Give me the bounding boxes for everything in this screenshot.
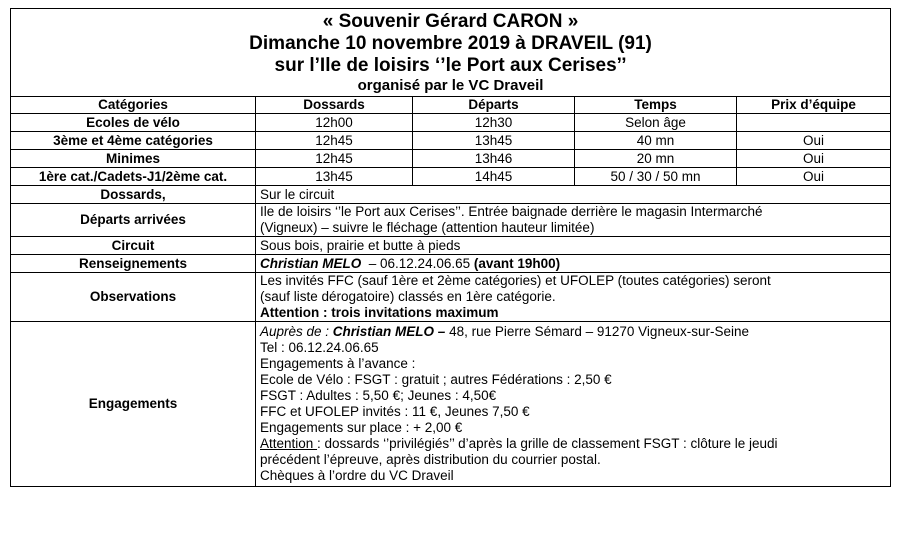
prix-cell: Oui bbox=[737, 168, 891, 186]
dossards-text: Sur le circuit bbox=[256, 186, 891, 204]
column-header-temps: Temps bbox=[575, 97, 737, 114]
engagements-attention-line bbox=[260, 436, 886, 452]
category-cell: Minimes bbox=[11, 150, 256, 168]
observations-label: Observations bbox=[11, 273, 256, 322]
column-header-prix: Prix d’équipe bbox=[737, 97, 891, 114]
attention-label: Attention bbox=[260, 436, 318, 451]
engagements-ecole: Ecole de Vélo : FSGT : gratuit ; autres Fédérations : 2,50 € bbox=[260, 372, 612, 387]
event-place: sur l’Ile de loisirs ‘’le Port aux Cerises’’ bbox=[274, 55, 627, 76]
circuit-label: Circuit bbox=[11, 237, 256, 255]
departs-label: Départs arrivées bbox=[11, 204, 256, 237]
dossards-cell: 12h00 bbox=[256, 114, 413, 132]
temps-cell: 20 mn bbox=[575, 150, 737, 168]
temps-cell: 50 / 30 / 50 mn bbox=[575, 168, 737, 186]
contact-note: (avant 19h00) bbox=[473, 255, 561, 271]
category-cell: 3ème et 4ème catégories bbox=[11, 132, 256, 150]
engagements-fsgt: FSGT : Adultes : 5,50 €; Jeunes : 4,50€ bbox=[260, 388, 497, 403]
header-cell bbox=[11, 9, 891, 97]
dossards-cell: 12h45 bbox=[256, 150, 413, 168]
attention-text: : dossards ‘’privilégiés’’ d’après la grille de classement FSGT : clôture le jeudi bbox=[317, 436, 778, 451]
dossards-cell: 12h45 bbox=[256, 132, 413, 150]
circuit-info-row bbox=[11, 237, 891, 255]
table-row bbox=[11, 168, 891, 186]
renseignements-info-row bbox=[11, 255, 891, 273]
observations-line-3: Attention : trois invitations maximum bbox=[260, 305, 499, 320]
event-title: « Souvenir Gérard CARON » bbox=[322, 11, 579, 32]
observations-line-2: (sauf liste dérogatoire) classés en 1ère catégorie. bbox=[260, 289, 556, 304]
observations-line-1: Les invités FFC (sauf 1ère et 2ème catégories) et UFOLEP (toutes catégories) seront bbox=[260, 273, 771, 288]
dossards-label: Dossards, bbox=[11, 186, 256, 204]
table-row bbox=[11, 150, 891, 168]
temps-cell: 40 mn bbox=[575, 132, 737, 150]
engagements-info-row bbox=[11, 322, 891, 487]
circuit-text: Sous bois, prairie et butte à pieds bbox=[256, 237, 891, 255]
header-row bbox=[11, 9, 891, 97]
engagements-aupres-line bbox=[260, 324, 886, 340]
departs-line-2: (Vigneux) – suivre le fléchage (attention hauteur limitée) bbox=[260, 220, 595, 235]
aupres-name: Christian MELO – bbox=[332, 324, 446, 339]
event-date: Dimanche 10 novembre 2019 à DRAVEIL (91) bbox=[249, 33, 652, 54]
engagements-attention-line-2: précédent l’épreuve, après distribution du courrier postal. bbox=[260, 452, 601, 467]
column-header-dossards: Dossards bbox=[256, 97, 413, 114]
prix-cell bbox=[737, 114, 891, 132]
engagements-text-cell bbox=[256, 322, 891, 487]
temps-cell: Selon âge bbox=[575, 114, 737, 132]
departs-cell: 12h30 bbox=[413, 114, 575, 132]
engagements-place: Engagements sur place : + 2,00 € bbox=[260, 420, 463, 435]
observations-text-cell bbox=[256, 273, 891, 322]
engagements-cheques: Chèques à l’ordre du VC Draveil bbox=[260, 468, 454, 483]
engagements-avance: Engagements à l’avance : bbox=[260, 356, 416, 371]
category-cell: 1ère cat./Cadets-J1/2ème cat. bbox=[11, 168, 256, 186]
table-row bbox=[11, 114, 891, 132]
event-organizer: organisé par le VC Draveil bbox=[357, 77, 544, 94]
departs-info-row bbox=[11, 204, 891, 237]
departs-line-1: Ile de loisirs ‘’le Port aux Cerises’’. Entrée baignade derrière le magasin Intermarché bbox=[260, 204, 763, 219]
aupres-address: 48, rue Pierre Sémard – 91270 Vigneux-sur-Seine bbox=[445, 324, 749, 339]
departs-cell: 14h45 bbox=[413, 168, 575, 186]
departs-text-cell bbox=[256, 204, 891, 237]
renseignements-label: Renseignements bbox=[11, 255, 256, 273]
column-header-departs: Départs bbox=[413, 97, 575, 114]
renseignements-text-cell bbox=[256, 255, 891, 273]
departs-cell: 13h45 bbox=[413, 132, 575, 150]
departs-cell: 13h46 bbox=[413, 150, 575, 168]
column-header-row bbox=[11, 97, 891, 114]
column-header-categories: Catégories bbox=[11, 97, 256, 114]
race-info-sheet bbox=[10, 8, 890, 487]
engagements-ffc: FFC et UFOLEP invités : 11 €, Jeunes 7,50 € bbox=[260, 404, 530, 419]
engagements-label: Engagements bbox=[11, 322, 256, 487]
engagements-tel: Tel : 06.12.24.06.65 bbox=[260, 340, 379, 355]
prix-cell: Oui bbox=[737, 132, 891, 150]
contact-phone: – 06.12.24.06.65 bbox=[361, 255, 474, 271]
table-row bbox=[11, 132, 891, 150]
prix-cell: Oui bbox=[737, 150, 891, 168]
race-info-table bbox=[10, 8, 891, 487]
category-cell: Ecoles de vélo bbox=[11, 114, 256, 132]
observations-info-row bbox=[11, 273, 891, 322]
dossards-cell: 13h45 bbox=[256, 168, 413, 186]
contact-name: Christian MELO bbox=[260, 255, 362, 271]
aupres-label: Auprès de : bbox=[260, 324, 333, 339]
dossards-info-row bbox=[11, 186, 891, 204]
